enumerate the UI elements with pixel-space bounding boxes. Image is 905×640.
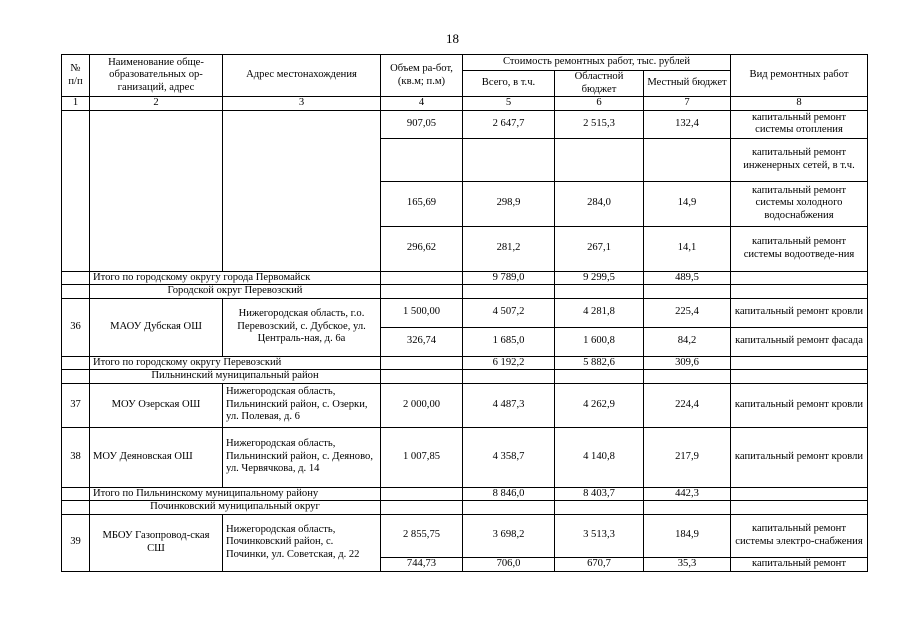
column-number: 4 [381, 97, 463, 111]
empty-cell [555, 285, 644, 299]
local-cell: 14,9 [644, 181, 731, 226]
volume-cell: 165,69 [381, 181, 463, 226]
empty-cell [62, 285, 90, 299]
column-number: 7 [644, 97, 731, 111]
empty-cell [381, 285, 463, 299]
empty-cell [381, 370, 463, 384]
section-title: Починковский муниципальный округ [90, 501, 381, 515]
total-cell: 6 192,2 [463, 356, 555, 370]
regional-cell: 2 515,3 [555, 110, 644, 138]
row-number: 38 [62, 427, 90, 487]
header-local: Местный бюджет [644, 71, 731, 97]
empty-cell [62, 271, 90, 285]
regional-cell: 284,0 [555, 181, 644, 226]
table-row [62, 298, 868, 327]
empty-cell [381, 487, 463, 501]
header-name: Наименование обще-образовательных ор-ганизаций, адрес [90, 55, 223, 97]
repair-works-table [61, 54, 868, 572]
work-type-cell: капитальный ремонт системы электро-снабжения [731, 514, 868, 557]
empty-cell [555, 370, 644, 384]
work-type-cell: капитальный ремонт инженерных сетей, в т.ч. [731, 138, 868, 181]
regional-cell: 267,1 [555, 226, 644, 271]
header-row [62, 55, 868, 71]
address-cell: Нижегородская область, Починковский район, с. Починки, ул. Советская, д. 22 [223, 514, 381, 571]
subtotal-label: Итого по Пильнинскому муниципальному району [90, 487, 381, 501]
empty-cell [381, 356, 463, 370]
work-type-cell: капитальный ремонт системы водоотведе-ния [731, 226, 868, 271]
table-row [62, 514, 868, 557]
local-cell: 14,1 [644, 226, 731, 271]
subtotal-label: Итого по городскому округу города Первомайск [90, 271, 381, 285]
volume-cell: 744,73 [381, 557, 463, 571]
local-cell [644, 138, 731, 181]
column-number: 8 [731, 97, 868, 111]
empty-cell [62, 110, 90, 271]
total-cell: 281,2 [463, 226, 555, 271]
regional-cell: 4 281,8 [555, 298, 644, 327]
empty-cell [731, 370, 868, 384]
total-cell: 3 698,2 [463, 514, 555, 557]
empty-cell [731, 356, 868, 370]
local-cell: 35,3 [644, 557, 731, 571]
header-total: Всего, в т.ч. [463, 71, 555, 97]
empty-cell [644, 285, 731, 299]
volume-cell: 2 855,75 [381, 514, 463, 557]
header-cost-group: Стоимость ремонтных работ, тыс. рублей [463, 55, 731, 71]
work-type-cell: капитальный ремонт кровли [731, 298, 868, 327]
row-number: 36 [62, 298, 90, 356]
volume-cell: 2 000,00 [381, 383, 463, 427]
volume-cell: 296,62 [381, 226, 463, 271]
local-cell: 309,6 [644, 356, 731, 370]
address-cell: Нижегородская область, г.о. Перевозский, с. Дубское, ул. Централь-ная, д. 6а [223, 298, 381, 356]
address-cell: Нижегородская область, Пильнинский район, с. Деяново, ул. Червячкова, д. 14 [223, 427, 381, 487]
header-address: Адрес местонахождения [223, 55, 381, 97]
empty-cell [644, 501, 731, 515]
section-title: Пильнинский муниципальный район [90, 370, 381, 384]
regional-cell: 1 600,8 [555, 327, 644, 356]
column-numbers-row [62, 97, 868, 111]
volume-cell: 326,74 [381, 327, 463, 356]
table-row [62, 383, 868, 427]
volume-cell: 907,05 [381, 110, 463, 138]
column-number: 5 [463, 97, 555, 111]
volume-cell: 1 500,00 [381, 298, 463, 327]
section-title: Городской округ Перевозский [90, 285, 381, 299]
column-number: 3 [223, 97, 381, 111]
regional-cell: 3 513,3 [555, 514, 644, 557]
empty-cell [62, 370, 90, 384]
regional-cell: 670,7 [555, 557, 644, 571]
empty-cell [731, 285, 868, 299]
local-cell: 217,9 [644, 427, 731, 487]
local-cell: 489,5 [644, 271, 731, 285]
total-cell: 706,0 [463, 557, 555, 571]
total-cell: 9 789,0 [463, 271, 555, 285]
empty-cell [62, 501, 90, 515]
total-cell: 8 846,0 [463, 487, 555, 501]
total-cell: 298,9 [463, 181, 555, 226]
subtotal-row [62, 356, 868, 370]
section-row [62, 285, 868, 299]
empty-cell [731, 501, 868, 515]
table-row [62, 110, 868, 138]
work-type-cell: капитальный ремонт системы отопления [731, 110, 868, 138]
total-cell: 4 487,3 [463, 383, 555, 427]
total-cell: 2 647,7 [463, 110, 555, 138]
section-row [62, 501, 868, 515]
local-cell: 184,9 [644, 514, 731, 557]
organization-name: МОУ Озерская ОШ [90, 383, 223, 427]
header-volume: Объем ра-бот, (кв.м; п.м) [381, 55, 463, 97]
empty-cell [62, 356, 90, 370]
work-type-cell: капитальный ремонт кровли [731, 383, 868, 427]
volume-cell [381, 138, 463, 181]
header-work-type: Вид ремонтных работ [731, 55, 868, 97]
organization-name: МОУ Деяновская ОШ [90, 427, 223, 487]
empty-cell [62, 487, 90, 501]
header-regional: Областной бюджет [555, 71, 644, 97]
regional-cell: 4 140,8 [555, 427, 644, 487]
regional-cell: 5 882,6 [555, 356, 644, 370]
volume-cell: 1 007,85 [381, 427, 463, 487]
total-cell [463, 138, 555, 181]
empty-cell [381, 271, 463, 285]
empty-cell [463, 501, 555, 515]
local-cell: 225,4 [644, 298, 731, 327]
work-type-cell: капитальный ремонт системы холодного водоснабжения [731, 181, 868, 226]
empty-cell [731, 487, 868, 501]
local-cell: 132,4 [644, 110, 731, 138]
subtotal-label: Итого по городскому округу Перевозский [90, 356, 381, 370]
organization-name: МБОУ Газопровод-ская СШ [90, 514, 223, 571]
total-cell: 1 685,0 [463, 327, 555, 356]
column-number: 2 [90, 97, 223, 111]
empty-cell [90, 110, 223, 271]
empty-cell [223, 110, 381, 271]
page-number: 18 [446, 31, 459, 46]
local-cell: 84,2 [644, 327, 731, 356]
total-cell: 4 358,7 [463, 427, 555, 487]
column-number: 6 [555, 97, 644, 111]
empty-cell [381, 501, 463, 515]
regional-cell: 8 403,7 [555, 487, 644, 501]
local-cell: 224,4 [644, 383, 731, 427]
local-cell: 442,3 [644, 487, 731, 501]
column-number: 1 [62, 97, 90, 111]
subtotal-row [62, 271, 868, 285]
section-row [62, 370, 868, 384]
work-type-cell: капитальный ремонт фасада [731, 327, 868, 356]
subtotal-row [62, 487, 868, 501]
total-cell: 4 507,2 [463, 298, 555, 327]
empty-cell [555, 501, 644, 515]
empty-cell [644, 370, 731, 384]
header-num: № п/п [62, 55, 90, 97]
organization-name: МАОУ Дубская ОШ [90, 298, 223, 356]
empty-cell [463, 370, 555, 384]
work-type-cell: капитальный ремонт кровли [731, 427, 868, 487]
empty-cell [731, 271, 868, 285]
address-cell: Нижегородская область, Пильнинский район, с. Озерки, ул. Полевая, д. 6 [223, 383, 381, 427]
regional-cell: 9 299,5 [555, 271, 644, 285]
table-row [62, 427, 868, 487]
regional-cell [555, 138, 644, 181]
work-type-cell: капитальный ремонт [731, 557, 868, 571]
row-number: 39 [62, 514, 90, 571]
regional-cell: 4 262,9 [555, 383, 644, 427]
empty-cell [463, 285, 555, 299]
row-number: 37 [62, 383, 90, 427]
